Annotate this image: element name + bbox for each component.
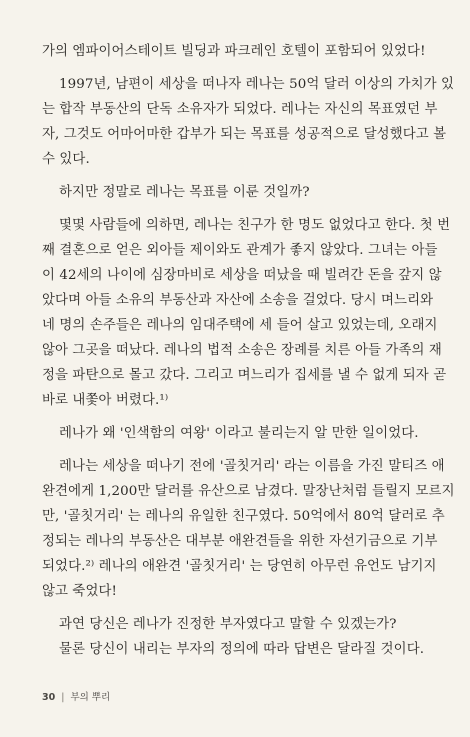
- text-line: 레나는 세상을 떠나기 전에 '골칫거리' 라는 이름을 가진 말티즈 애: [59, 459, 445, 474]
- footer-separator: |: [61, 692, 65, 703]
- text-line: 정을 파탄으로 몰고 갔다. 그리고 며느리가 집세를 낼 수 없게 되자 곧: [42, 368, 447, 383]
- page-number: 30: [42, 692, 56, 703]
- text-line: 완견에게 1,200만 달러를 유산으로 남겼다. 말장난처럼 들릴지 모르지: [42, 484, 455, 499]
- text-line: 레나가 왜 '인색함의 여왕' 이라고 불리는지 알 만한 일이었다.: [59, 426, 419, 441]
- text-line: 네 명의 손주들은 레나의 임대주택에 세 들어 살고 있었는데, 오래지: [42, 318, 438, 333]
- text-line: 바로 내쫓아 버렸다.¹⁾: [42, 393, 169, 408]
- text-line: 물론 당신이 내리는 부자의 정의에 따라 답변은 달라질 것이다.: [59, 642, 425, 657]
- page-footer: [42, 689, 110, 703]
- text-line: 되었다.²⁾ 레나의 애완견 '골칫거리' 는 당연히 아무런 유언도 남기지: [42, 559, 437, 574]
- text-line: 가의 엠파이어스테이트 빌딩과 파크레인 호텔이 포함되어 있었다!: [42, 44, 426, 59]
- text-line: 째 결혼으로 얻은 외아들 제이와도 관계가 좋지 않았다. 그녀는 아들: [42, 243, 438, 258]
- text-line: 하지만 정말로 레나는 목표를 이룬 것일까?: [59, 185, 310, 200]
- text-line: 1997년, 남편이 세상을 떠나자 레나는 50억 달러 이상의 가치가 있: [59, 77, 455, 92]
- text-line: 았다며 아들 소유의 부동산과 자산에 소송을 걸었다. 당시 며느리와: [42, 293, 434, 308]
- text-line: 는 합작 부동산의 단독 소유자가 되었다. 레나는 자신의 목표였던 부: [42, 102, 438, 117]
- text-line: 않아 그곳을 떠났다. 레나의 법적 소송은 장례를 치른 아들 가족의 재: [42, 343, 442, 358]
- text-line: 수 있다.: [42, 152, 90, 167]
- text-line: 몇몇 사람들에 의하면, 레나는 친구가 한 명도 없었다고 한다. 첫 번: [59, 218, 451, 233]
- text-line: 않고 죽었다!: [42, 584, 118, 599]
- text-line: 정되는 레나의 부동산은 대부분 애완견들을 위한 자선기금으로 기부: [42, 534, 438, 549]
- text-line: 이 42세의 나이에 심장마비로 세상을 떠났을 때 빌려간 돈을 갚지 않: [42, 268, 442, 283]
- book-title: 부의 뿌리: [70, 692, 111, 703]
- text-line: 자, 그것도 어마어마한 갑부가 되는 목표를 성공적으로 달성했다고 볼: [42, 127, 447, 142]
- text-line: 과연 당신은 레나가 진정한 부자였다고 말할 수 있겠는가?: [59, 617, 397, 632]
- text-line: 만, '골칫거리' 는 레나의 유일한 친구였다. 50억에서 80억 달러로 추: [42, 509, 445, 524]
